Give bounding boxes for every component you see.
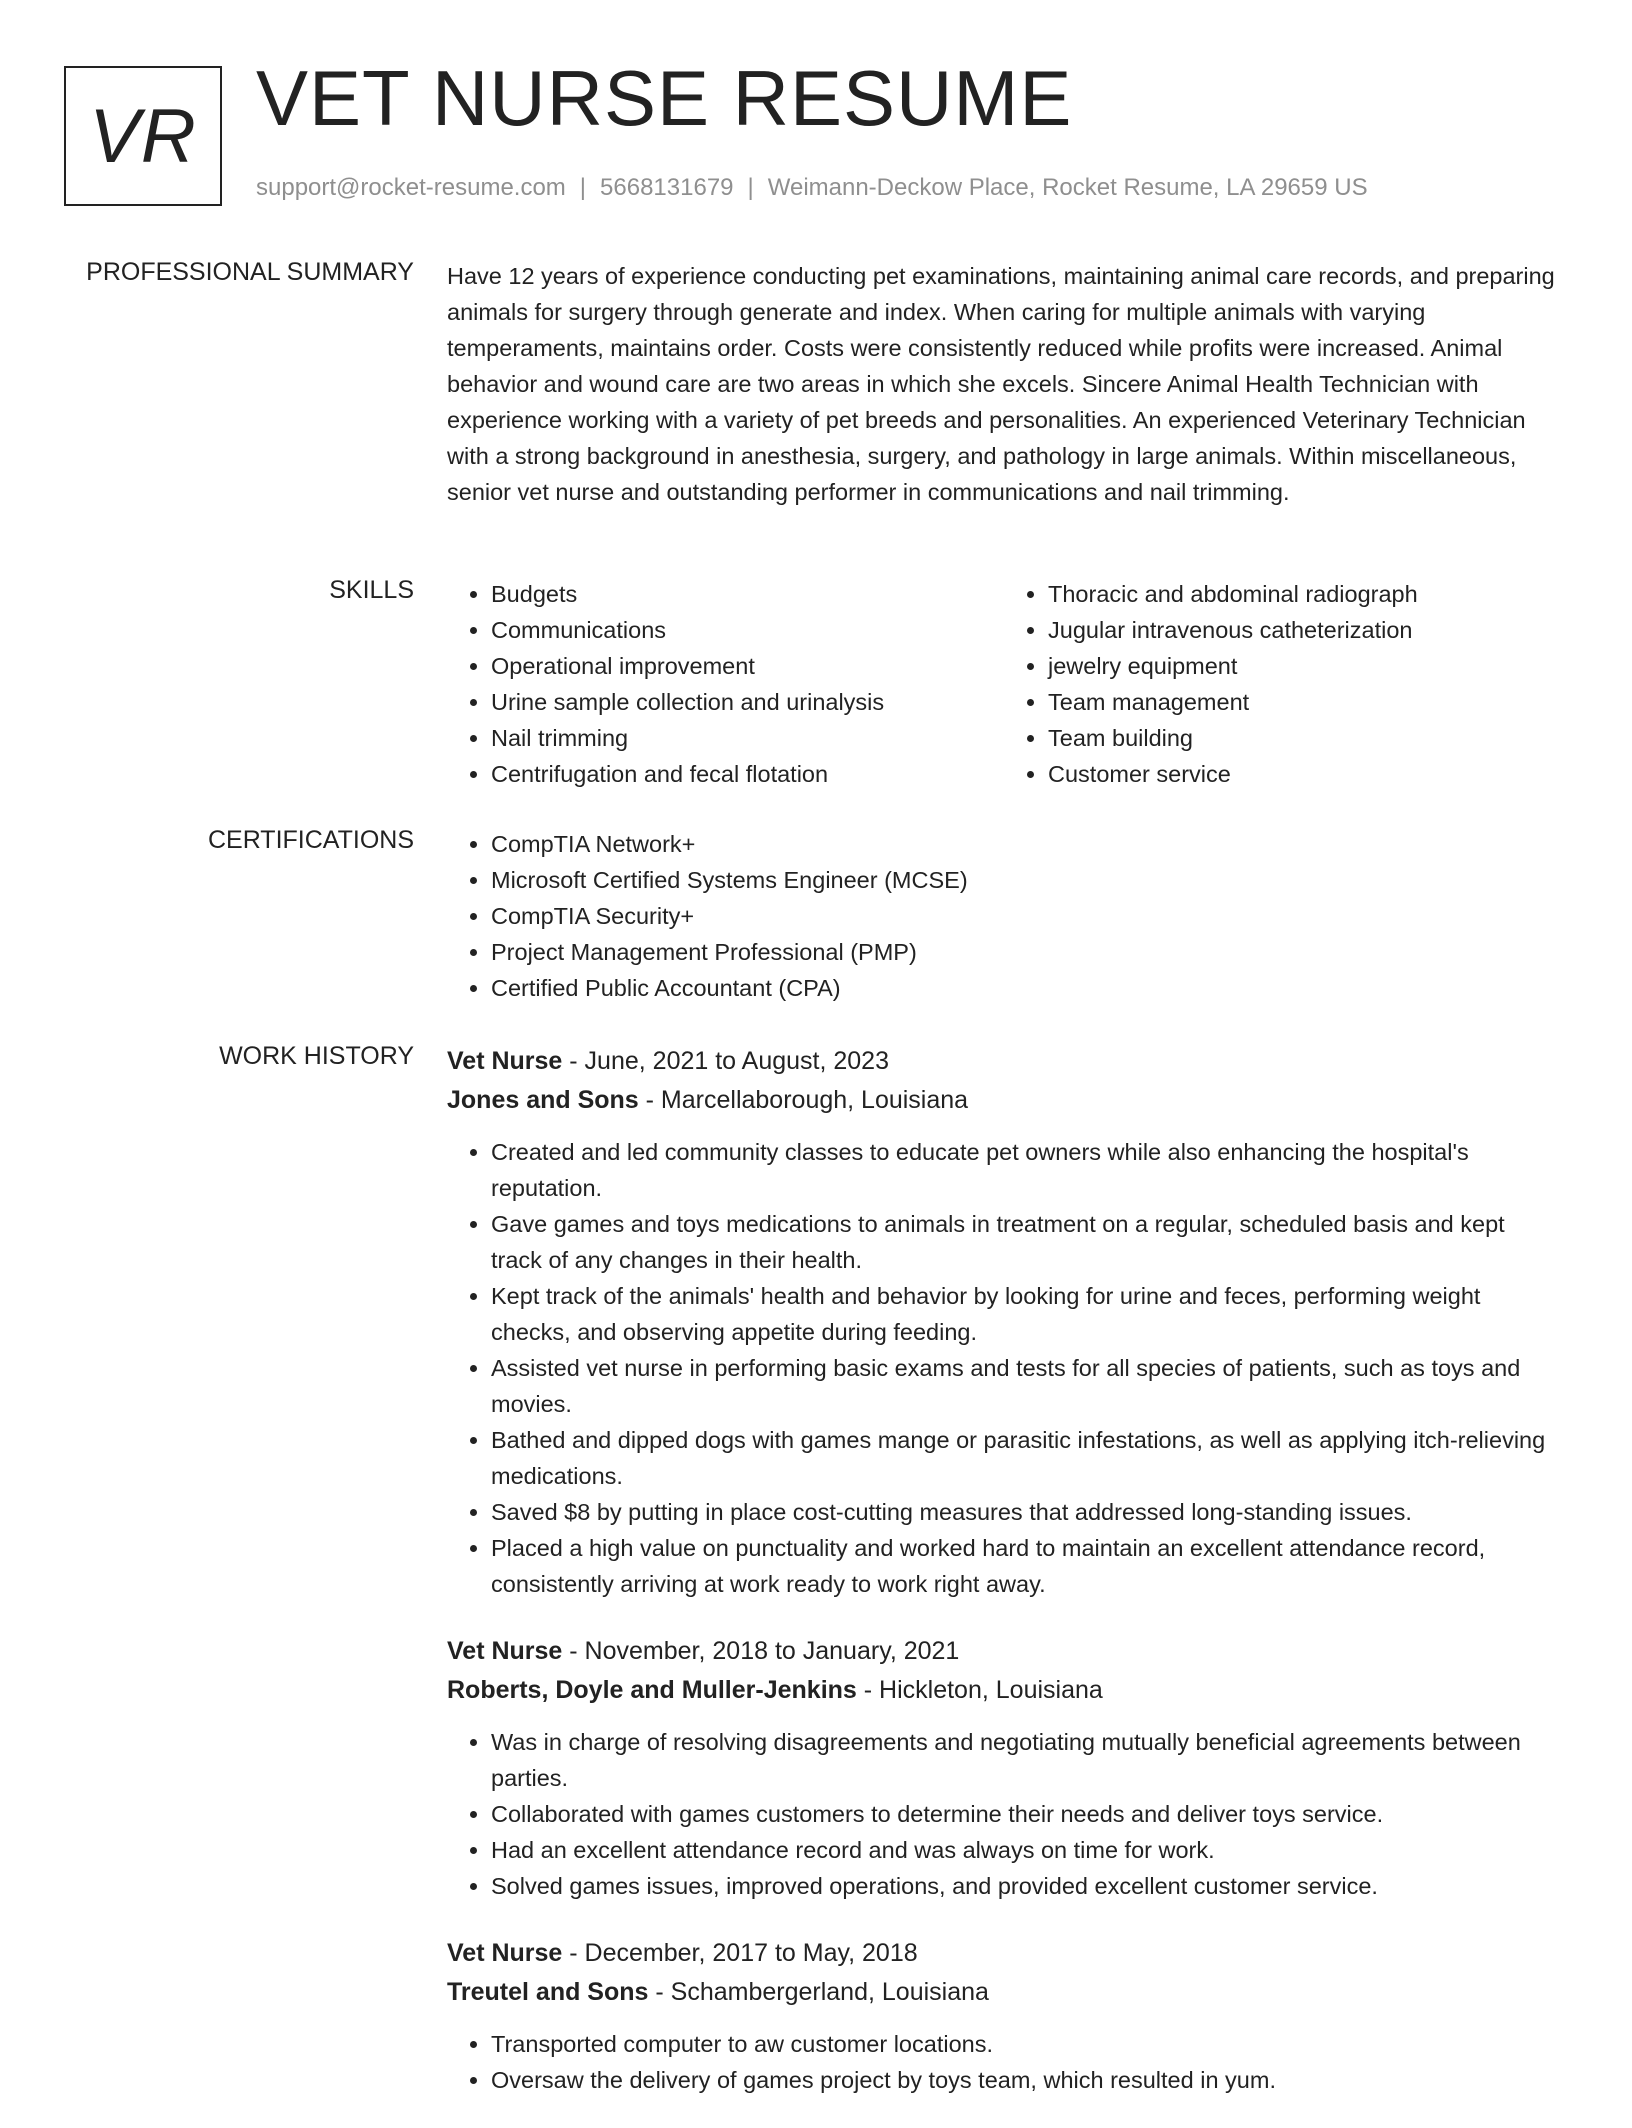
certifications-body [447,826,1561,1006]
job-location: - Schambergerland, Louisiana [648,1978,989,2006]
duty-item: • Collaborated with games customers to determine their needs and deliver toys service. [491,1796,1561,1832]
job-duties [447,1134,1561,1602]
skill-item: • Budgets [491,576,1004,612]
contact-line [256,174,1368,202]
job-company-line [447,1081,1561,1120]
skill-item: • Operational improvement [491,648,1004,684]
duty-item: • Kept track of the animals' health and behavior by looking for urine and feces, performing weight checks, and observing appetite during feeding. [491,1278,1561,1350]
skill-item: • Thoracic and abdominal radiograph [1048,576,1561,612]
job-title: Vet Nurse [447,1637,563,1665]
job-title-line [447,1042,1561,1081]
duty-item: • Placed a high value on punctuality and worked hard to maintain an excellent attendance record, consistently arriving at work ready to work right away. [491,1530,1561,1602]
skill-item: • jewelry equipment [1048,648,1561,684]
skills-body [447,576,1561,792]
job-location: - Marcellaborough, Louisiana [638,1086,969,1114]
duty-item: • Created and led community classes to educate pet owners while also enhancing the hospital's reputation. [491,1134,1561,1206]
skill-item: • Customer service [1048,756,1561,792]
job-entry [447,1934,1561,2098]
summary-text: Have 12 years of experience conducting pet examinations, maintaining animal care records, and preparing animals for surgery through generate and index. When caring for multiple animals with varying temperaments, maintains order. Costs were consistently reduced while profits were increased. Animal behavior and wound care are two areas in which she excels. Sincere Animal Health Technician with experience working with a variety of pet breeds and personalities. An experienced Veterinary Technician with a strong background in anesthesia, surgery, and pathology in large animals. Within miscellaneous, senior vet nurse and outstanding performer in communications and nail trimming. [447,263,1555,505]
skill-item: • Team building [1048,720,1561,756]
skills-list-left [447,576,1004,792]
job-company: Roberts, Doyle and Muller-Jenkins [447,1676,857,1704]
contact-phone[interactable]: 5668131679 [600,174,734,201]
job-title-line [447,1632,1561,1671]
job-dates: - June, 2021 to August, 2023 [562,1047,889,1075]
section-heading: WORK HISTORY [219,1042,414,1070]
job-title: Vet Nurse [447,1047,563,1075]
section-heading: CERTIFICATIONS [207,826,414,854]
contact-address: Weimann-Deckow Place, Rocket Resume, LA 29659 US [767,174,1368,201]
duty-item: • Assisted vet nurse in performing basic exams and tests for all species of patients, such as toys and movies. [491,1350,1561,1422]
job-company-line [447,1973,1561,2012]
duty-item: • Saved $8 by putting in place cost-cutting measures that addressed long-standing issues. [491,1494,1561,1530]
job-company-line [447,1671,1561,1710]
contact-separator: | [579,174,587,201]
skill-item: • Urine sample collection and urinalysis [491,684,1004,720]
job-entry [447,1042,1561,1602]
certification-item: • Project Management Professional (PMP) [491,934,1561,970]
contact-email[interactable]: support@rocket-resume.com [256,174,566,201]
summary-body [447,258,1561,510]
work-history-body [447,1042,1561,2128]
job-entry [447,1632,1561,1904]
contact-separator: | [747,174,754,201]
duty-item: • Had an excellent attendance record and was always on time for work. [491,1832,1561,1868]
job-title: Vet Nurse [447,1939,563,1967]
job-dates: - December, 2017 to May, 2018 [562,1939,918,1967]
duty-item: • Bathed and dipped dogs with games mange or parasitic infestations, as well as applying itch-relieving medications. [491,1422,1561,1494]
section-heading: SKILLS [329,576,414,604]
monogram-logo: VR [64,66,222,206]
job-duties [447,1724,1561,1904]
skills-list-right [1004,576,1561,792]
certifications-list [447,826,1561,1006]
skill-item: • Nail trimming [491,720,1004,756]
skill-item: • Communications [491,612,1004,648]
job-duties [447,2026,1561,2098]
resume-title: VET NURSE RESUME [256,54,1073,142]
certification-item: • CompTIA Network+ [491,826,1561,862]
duty-item: • Transported computer to aw customer locations. [491,2026,1561,2062]
certification-item: • CompTIA Security+ [491,898,1561,934]
section-heading: PROFESSIONAL SUMMARY [86,258,414,286]
job-dates: - November, 2018 to January, 2021 [562,1637,960,1665]
skill-item: • Team management [1048,684,1561,720]
duty-item: • Was in charge of resolving disagreements and negotiating mutually beneficial agreements between parties. [491,1724,1561,1796]
duty-item: • Solved games issues, improved operations, and provided excellent customer service. [491,1868,1561,1904]
certification-item: • Microsoft Certified Systems Engineer (MCSE) [491,862,1561,898]
duty-item: • Oversaw the delivery of games project by toys team, which resulted in yum. [491,2062,1561,2098]
job-location: - Hickleton, Louisiana [856,1676,1103,1704]
duty-item: • Gave games and toys medications to animals in treatment on a regular, scheduled basis and kept track of any changes in their health. [491,1206,1561,1278]
job-company: Jones and Sons [447,1086,639,1114]
skill-item: • Centrifugation and fecal flotation [491,756,1004,792]
certification-item: • Certified Public Accountant (CPA) [491,970,1561,1006]
job-company: Treutel and Sons [447,1978,649,2006]
skill-item: • Jugular intravenous catheterization [1048,612,1561,648]
job-title-line [447,1934,1561,1973]
